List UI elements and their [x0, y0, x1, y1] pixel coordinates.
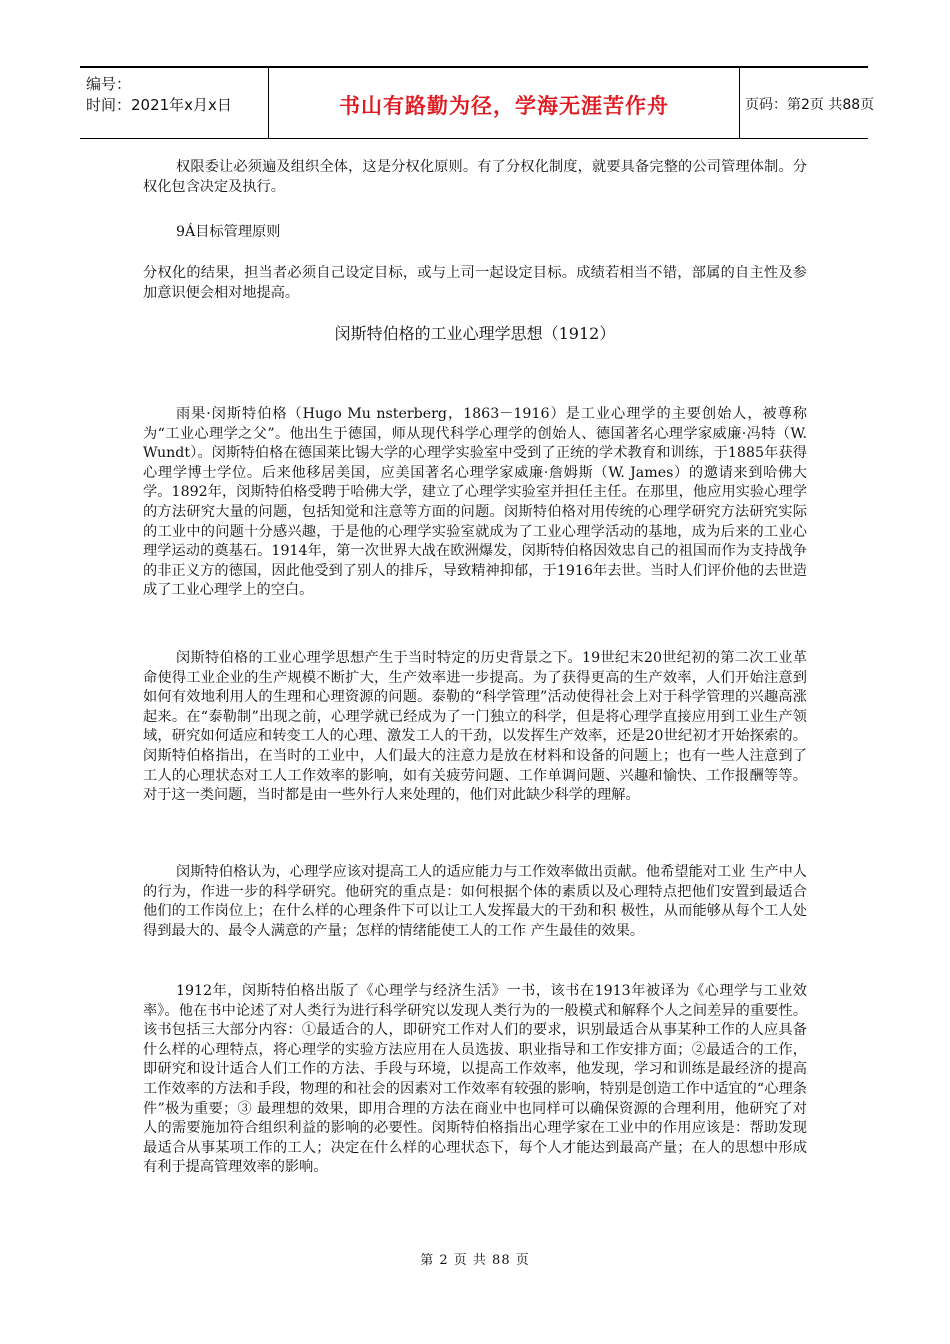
document-date-label: 时间：2021年x月x日 [86, 96, 232, 114]
header-middle-cell [268, 68, 740, 138]
document-code-label: 编号： [86, 75, 132, 93]
header-left-cell [80, 68, 268, 138]
header-page-info: 页码：第2页 共88页 [745, 97, 875, 113]
paragraph-decentralization: 权限委让必须遍及组织全体，这是分权化原则。有了分权化制度，就要具备完整的公司管理体制。分权化包含决定及执行。 [143, 159, 807, 195]
page-footer: 第 2 页 共 88 页 [420, 1253, 530, 1268]
section-subheading-objectives: 9Á目标管理原则 [176, 224, 281, 240]
paragraph-research-focus: 闵斯特伯格认为，心理学应该对提高工人的适应能力与工作效率做出贡献。他希望能对工业 生产中人的行为，作进一步的科学研究。他研究的重点是：如何根据个体的素质以及心理特点把他们安置到最适合他们的工作岗位上；在什么样的心理条件下可以让工人发挥最大的干劲和积 极性，从而能够从每个工人处得到最大的、最令人满意的产量；怎样的情绪能使工人的工作 产生最佳的效果。 [143, 864, 807, 939]
paragraph-publication: 1912年，闵斯特伯格出版了《心理学与经济生活》一书，该书在1913年被译为《心理学与工业效率》。他在书中论述了对人类行为进行科学研究以发现人类行为的一般模式和解释个人之间差异的重要性。该书包括三大部分内容：①最适合的人，即研究工作对人们的要求，识别最适合从事某种工作的人应具备什么样的心理特点，将心理学的实验方法应用在人员选拔、职业指导和工作安排方面；②最适合的工作，即研究和设计适合人们工作的方法、手段与环境，以提高工作效率，他发现，学习和训练是最经济的提高工作效率的方法和手段，物理的和社会的因素对工作效率有较强的影响，特别是创造工作中适宜的“心理条件”极为重要；③ 最理想的效果，即用合理的方法在商业中也同样可以确保资源的合理利用，他研究了对人的需要施加符合组织利益的影响的必要性。闵斯特伯格指出心理学家在工业中的作用应该是：帮助发现最适合从事某项工作的工人；决定在什么样的心理状态下，每个人才能达到最高产量；在人的思想中形成有利于提高管理效率的影响。 [143, 983, 807, 1176]
page-header [80, 66, 875, 139]
header-motto: 书山有路勤为径，学海无涯苦作舟 [339, 94, 669, 118]
section-heading-munsterberg: 闵斯特伯格的工业心理学思想（1912） [334, 324, 616, 343]
header-right-cell [739, 68, 875, 138]
paragraph-biography: 雨果·闵斯特伯格（Hugo Mu nsterberg，1863－1916）是工业心理学的主要创始人，被尊称为“工业心理学之父”。他出生于德国，师从现代科学心理学的创始人、德国著名心理学家威廉·冯特（W. Wundt）。闵斯特伯格在德国莱比锡大学的心理学实验室中受到了正统的学术教育和训练，于1885年获得心理学博士学位。后来他移居美国，应美国著名心理学家威廉·詹姆斯（W. James）的邀请来到哈佛大学。1892年，闵斯特伯格受聘于哈佛大学，建立了心理学实验室并担任主任。在那里，他应用实验心理学的方法研究大量的问题，包括知觉和注意等方面的问题。闵斯特伯格对用传统的心理学研究方法研究实际的工业中的问题十分感兴趣，于是他的心理学实验室就成为了工业心理学活动的基地，成为后来的工业心理学运动的奠基石。1914年，第一次世界大战在欧洲爆发，闵斯特伯格因效忠自己的祖国而作为支持战争的非正义方的德国，因此他受到了别人的排斥，导致精神抑郁，于1916年去世。当时人们评价他的去世造成了工业心理学上的空白。 [143, 406, 808, 599]
paragraph-objectives: 分权化的结果，担当者必须自己设定目标，或与上司一起设定目标。成绩若相当不错，部属的自主性及参加意识便会相对地提高。 [143, 265, 807, 301]
paragraph-background: 闵斯特伯格的工业心理学思想产生于当时特定的历史背景之下。19世纪末20世纪初的第二次工业革命使得工业企业的生产规模不断扩大，生产效率进一步提高。为了获得更高的生产效率，人们开始注意到如何有效地利用人的生理和心理资源的问题。泰勒的“科学管理”活动使得社会上对于科学管理的兴趣高涨起来。在“泰勒制”出现之前，心理学就已经成为了一门独立的科学，但是将心理学直接应用到工业生产领域，研究如何适应和转变工人的心理、激发工人的干劲，以发挥生产效率，还是20世纪初才开始探索的。闵斯特伯格指出，在当时的工业中，人们最大的注意力是放在材料和设备的问题上；也有一些人注意到了工人的心理状态对工人工作效率的影响，如有关疲劳问题、工作单调问题、兴趣和愉快、工作报酬等等。对于这一类问题，当时都是由一些外行人来处理的，他们对此缺少科学的理解。 [143, 650, 807, 804]
